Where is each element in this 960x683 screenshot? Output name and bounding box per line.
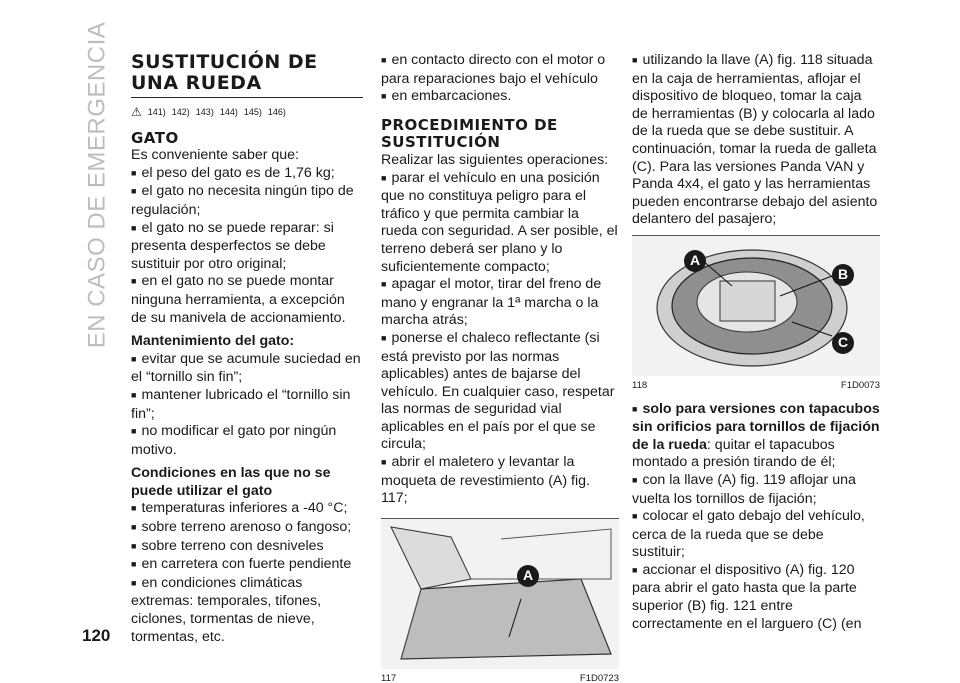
page-number: 120 xyxy=(82,626,111,645)
list-item: ■ en condiciones climáticas extremas: temporales, tifones, ciclones, tormentas de nieve, tormentas, etc. xyxy=(131,575,363,646)
list-item: ■ en el gato no se puede montar ninguna herramienta, a excepción de su manivela de accionamiento. xyxy=(131,273,363,327)
list-item: ■ utilizando la llave (A) fig. 118 situada en la caja de herramientas, aflojar el dispositivo de bloqueo, tomar la caja de herramientas (B) y colocarla al lado de la rueda que se debe sustituir. A continuación, tomar la rueda de galleta (C). Para las versiones Panda VAN y Panda 4x4, el gato y las herramientas pueden encontrarse debajo del asiento delantero del pasajero; xyxy=(632,52,880,229)
maintenance-heading: Mantenimiento del gato: xyxy=(131,333,295,350)
figure-caption: 117 F1D0723 xyxy=(381,672,619,683)
list-item: ■ temperaturas inferiores a -40 °C; xyxy=(131,500,363,519)
warning-refs: ⚠ 141) 142) 143) 144) 145) 146) xyxy=(131,104,363,122)
figure-118-spare-wheel xyxy=(632,235,880,375)
label-a-badge: A xyxy=(517,565,539,587)
list-item: ■ el gato no se puede reparar: si presenta desperfectos se debe sustituir por otro original; xyxy=(131,220,363,274)
column-2 xyxy=(381,52,619,683)
list-item: ■ en carretera con fuerte pendiente xyxy=(131,556,363,575)
list-item: ■ el peso del gato es de 1,76 kg; xyxy=(131,165,363,184)
conditions-heading: Condiciones en las que no se puede utilizar el gato xyxy=(131,465,331,499)
figure-117-trunk xyxy=(381,518,619,668)
gato-intro: Es conveniente saber que: xyxy=(131,147,299,164)
side-section-title: EN CASO DE EMERGENCIA xyxy=(83,21,110,349)
procedure-heading: PROCEDIMIENTO DE SUSTITUCIÓN xyxy=(381,115,558,152)
list-item: ■ accionar el dispositivo (A) fig. 120 para abrir el gato hasta que la parte superior (B) fig. 121 entre correctamente en el larguero (C) (en xyxy=(632,562,880,633)
list-item: ■ en contacto directo con el motor o para reparaciones bajo el vehículo xyxy=(381,52,619,88)
list-item: ■ ponerse el chaleco reflectante (si está previsto por las normas aplicables) antes de bajarse del vehículo. En cualquier caso, respetar las normas de seguridad vial aplicables en el país por el que se circula; xyxy=(381,330,619,454)
trunk-illustration xyxy=(381,519,619,669)
warning-hand-icon: ⚠ xyxy=(131,105,142,119)
list-item: ■ solo para versiones con tapacubos sin orificios para tornillos de fijación de la rueda: quitar el tapacubos montado a presión tirando de él; xyxy=(632,401,880,472)
list-item: ■ sobre terreno con desniveles xyxy=(131,538,363,557)
title-rule xyxy=(131,97,363,98)
list-item: ■ el gato no necesita ningún tipo de regulación; xyxy=(131,183,363,219)
list-item: ■ en embarcaciones. xyxy=(381,88,619,107)
label-a-badge: A xyxy=(684,250,706,272)
list-item: ■ abrir el maletero y levantar la moqueta de revestimiento (A) fig. 117; xyxy=(381,454,619,508)
figure-caption: 118 F1D0073 xyxy=(632,379,880,391)
label-b-badge: B xyxy=(832,264,854,286)
column-1 xyxy=(131,52,363,646)
column-3 xyxy=(632,52,880,633)
list-item: ■ con la llave (A) fig. 119 aflojar una vuelta los tornillos de fijación; xyxy=(632,472,880,508)
list-item: ■ evitar que se acumule suciedad en el “tornillo sin fin”; xyxy=(131,351,363,387)
list-item: ■ apagar el motor, tirar del freno de mano y engranar la 1ª marcha o la marcha atrás; xyxy=(381,276,619,330)
list-item: ■ sobre terreno arenoso o fangoso; xyxy=(131,519,363,538)
list-item: ■ colocar el gato debajo del vehículo, cerca de la rueda que se debe sustituir; xyxy=(632,508,880,562)
label-c-badge: C xyxy=(832,332,854,354)
procedure-intro: Realizar las siguientes operaciones: xyxy=(381,151,609,168)
section-title: SUSTITUCIÓN DE UNA RUEDA xyxy=(131,51,318,94)
spare-wheel-illustration xyxy=(632,236,880,376)
list-item: ■ mantener lubricado el “tornillo sin fin”; xyxy=(131,387,363,423)
list-item: ■ no modificar el gato por ningún motivo. xyxy=(131,423,363,459)
list-item: ■ parar el vehículo en una posición que no constituya peligro para el tráfico y que permita cambiar la rueda con seguridad. A ser posible, el terreno deberá ser plano y lo suficientemente compacto; xyxy=(381,170,619,277)
gato-heading: GATO xyxy=(131,128,179,147)
